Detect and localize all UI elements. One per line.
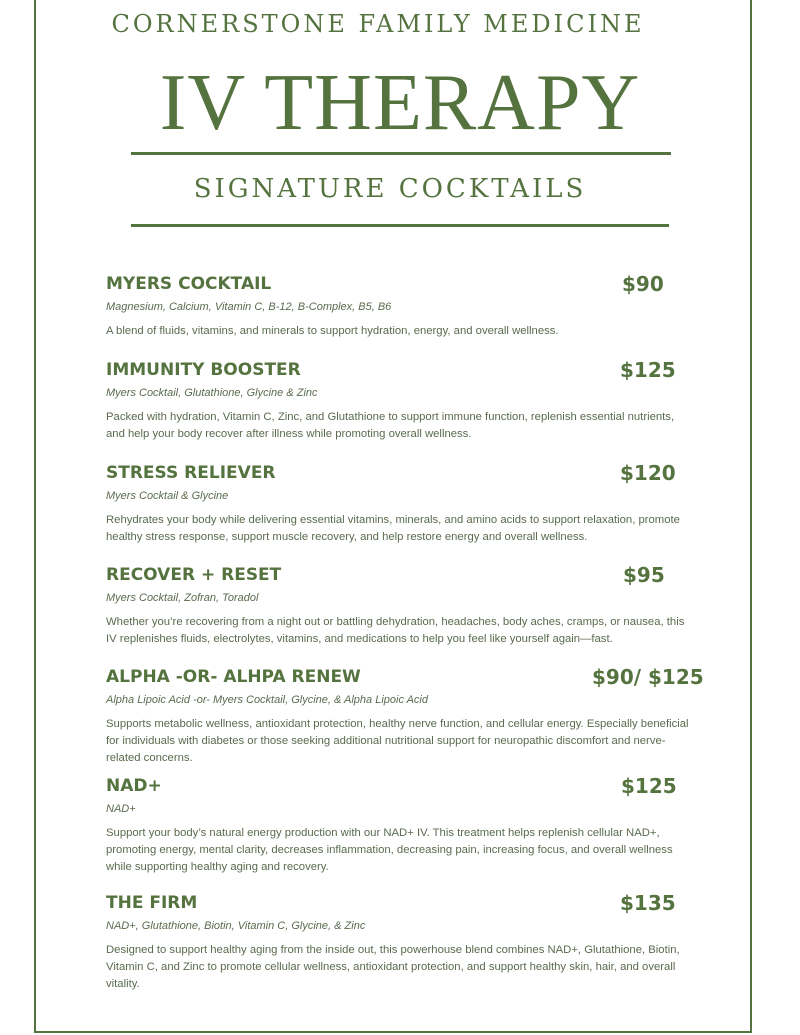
item-name: MYERS COCKTAIL: [106, 274, 272, 294]
item-description: Support your body’s natural energy production with our NAD+ IV. This treatment helps replenish cellular NAD+, promoting energy, mental clarity, decreases inflammation, decreasing pain, increasing focus, and overall wellness while supporting healthy aging and recovery.: [106, 827, 673, 873]
item-name: STRESS RELIEVER: [106, 463, 276, 483]
item-description: Designed to support healthy aging from the inside out, this powerhouse blend combines NAD+, Glutathione, Biotin, Vitamin C, and Zinc to promote cellular wellness, antioxidant protection, and support healthy skin, hair, and overall vitality.: [106, 944, 680, 990]
item-name: RECOVER + RESET: [106, 565, 282, 585]
item-price: $95: [623, 563, 665, 587]
subtitle-divider: [131, 224, 669, 227]
item-name: IMMUNITY BOOSTER: [106, 360, 301, 380]
item-ingredients: Myers Cocktail, Zofran, Toradol: [106, 592, 259, 604]
item-name: THE FIRM: [106, 893, 198, 913]
item-ingredients: Myers Cocktail, Glutathione, Glycine & Zinc: [106, 387, 318, 399]
item-description: Rehydrates your body while delivering essential vitamins, minerals, and amino acids to support relaxation, promote healthy stress response, support muscle recovery, and help restore energy and overall wellness.: [106, 514, 680, 543]
section-subtitle: SIGNATURE COCKTAILS: [193, 174, 587, 204]
clinic-name: CORNERSTONE FAMILY MEDICINE: [111, 10, 645, 38]
item-name: ALPHA -OR- ALHPA RENEW: [106, 667, 361, 687]
item-description: Whether you’re recovering from a night out or battling dehydration, headaches, body aches, cramps, or nausea, this IV replenishes fluids, electrolytes, vitamins, and medications to help you feel like yourself again—fast.: [106, 616, 685, 645]
item-price: $135: [620, 891, 676, 915]
item-price: $90: [622, 272, 664, 296]
item-ingredients: Magnesium, Calcium, Vitamin C, B-12, B-Complex, B5, B6: [106, 301, 392, 313]
item-description: Packed with hydration, Vitamin C, Zinc, and Glutathione to support immune function, replenish essential nutrients, and help your body recover after illness while promoting overall wellness.: [106, 411, 675, 440]
item-price: $125: [621, 774, 677, 798]
item-price: $90/ $125: [592, 665, 704, 689]
item-price: $120: [620, 461, 676, 485]
item-price: $125: [620, 358, 676, 382]
title-divider: [131, 152, 671, 155]
item-ingredients: Alpha Lipoic Acid -or- Myers Cocktail, Glycine, & Alpha Lipoic Acid: [106, 694, 428, 706]
item-ingredients: Myers Cocktail & Glycine: [106, 490, 229, 502]
item-description: A blend of fluids, vitamins, and minerals to support hydration, energy, and overall wellness.: [106, 325, 559, 337]
item-name: NAD+: [106, 776, 162, 796]
item-description: Supports metabolic wellness, antioxidant protection, healthy nerve function, and cellular energy. Especially beneficial for individuals with diabetes or those seeking additional nutritional support for neuropathic discomfort and nerve-related concerns.: [106, 718, 689, 764]
page-title: IV THERAPY: [159, 59, 641, 147]
item-ingredients: NAD+: [106, 803, 136, 815]
item-ingredients: NAD+, Glutathione, Biotin, Vitamin C, Glycine, & Zinc: [106, 920, 366, 932]
